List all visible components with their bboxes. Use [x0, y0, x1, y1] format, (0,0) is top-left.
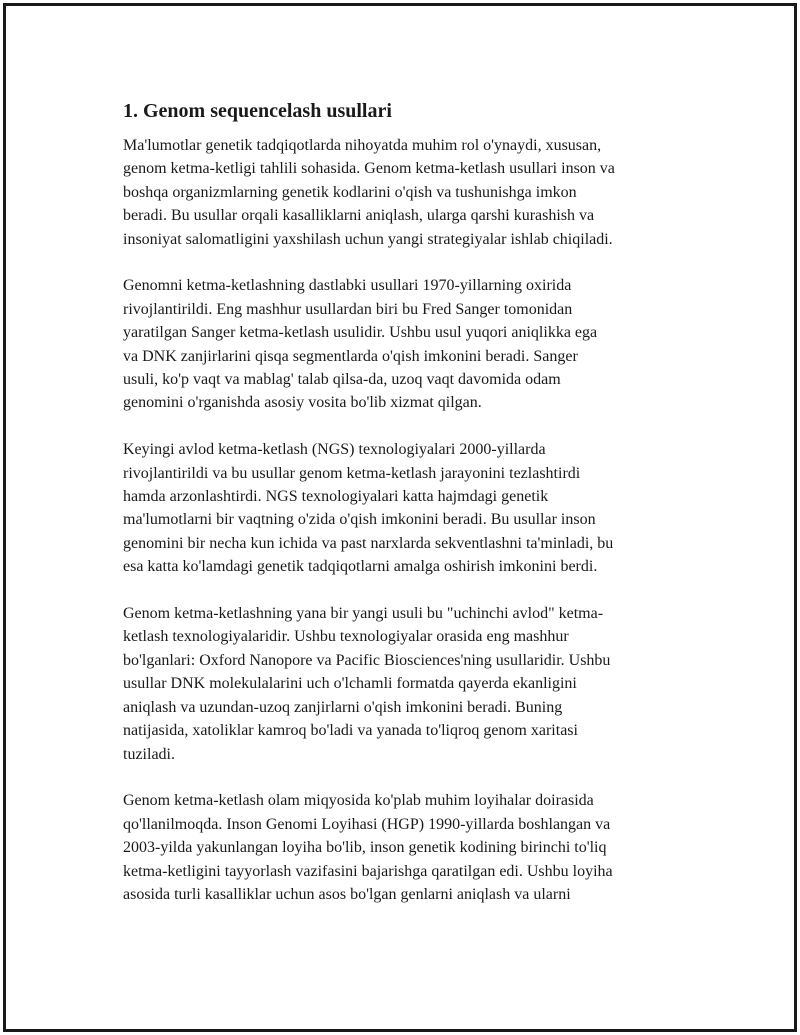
- text-line: genom ketma-ketligi tahlili sohasida. Genom ketma-ketlash usullari inson va: [123, 160, 615, 178]
- text-line: Keyingi avlod ketma-ketlash (NGS) texnologiyalari 2000-yillarda: [123, 441, 546, 459]
- text-line: bo'lganlari: Oxford Nanopore va Pacific Biosciences'ning usullaridir. Ushbu: [123, 651, 611, 669]
- page-frame: [3, 3, 797, 1032]
- text-line: esa katta ko'lamdagi genetik tadqiqotlarni amalga oshirish imkonini berdi.: [123, 558, 598, 576]
- text-line: yaratilgan Sanger ketma-ketlash usulidir. Ushbu usul yuqori aniqlikka ega: [123, 324, 598, 342]
- text-line: beradi. Bu usullar orqali kasalliklarni aniqlash, ularga qarshi kurashish va: [123, 207, 595, 225]
- text-line: rivojlantirildi. Eng mashhur usullardan biri bu Fred Sanger tomonidan: [123, 300, 573, 318]
- section-heading: 1. Genom sequencelash usullari: [123, 100, 392, 122]
- text-line: aniqlash va uzundan-uzoq zanjirlarni o'qish imkonini beradi. Buning: [123, 698, 563, 716]
- text-line: Genom ketma-ketlash olam miqyosida ko'plab muhim loyihalar doirasida: [123, 792, 594, 810]
- paragraph-5: [120, 789, 700, 906]
- text-line: ma'lumotlarni bir vaqtning o'zida o'qish imkonini beradi. Bu usullar inson: [123, 511, 596, 529]
- text-line: va DNK zanjirlarini qisqa segmentlarda o'qish imkonini beradi. Sanger: [123, 347, 578, 365]
- text-line: usullar DNK molekulalarini uch o'lchamli formatda qayerda ekanligini: [123, 675, 577, 693]
- paragraph-2: [120, 274, 700, 414]
- text-line: 2003-yilda yakunlangan loyiha bo'lib, inson genetik kodining birinchi to'liq: [123, 839, 607, 857]
- paragraph-4: [120, 602, 700, 766]
- document-body: [120, 98, 700, 930]
- text-line: usuli, ko'p vaqt va mablag' talab qilsa-da, uzoq vaqt davomida odam: [123, 371, 561, 389]
- text-line: tuziladi.: [123, 745, 175, 763]
- text-line: Genomni ketma-ketlashning dastlabki usullari 1970-yillarning oxirida: [123, 277, 572, 295]
- text-line: asosida turli kasalliklar uchun asos bo'lgan genlarni aniqlash va ularni: [123, 885, 571, 903]
- text-line: insoniyat salomatligini yaxshilash uchun yangi strategiyalar ishlab chiqiladi.: [123, 230, 613, 248]
- text-line: ketma-ketligini tayyorlash vazifasini bajarishga qaratilgan edi. Ushbu loyiha: [123, 862, 613, 880]
- text-line: genomini bir necha kun ichida va past narxlarda sekventlashni ta'minladi, bu: [123, 534, 614, 552]
- text-line: qo'llanilmoqda. Inson Genomi Loyihasi (HGP) 1990-yillarda boshlangan va: [123, 815, 611, 833]
- text-line: hamda arzonlashtirdi. NGS texnologiyalari katta hajmdagi genetik: [123, 488, 549, 506]
- paragraph-1: [120, 134, 700, 251]
- text-line: ketlash texnologiyalaridir. Ushbu texnologiyalar orasida eng mashhur: [123, 628, 569, 646]
- text-line: genomini o'rganishda asosiy vosita bo'lib xizmat qilgan.: [123, 394, 482, 412]
- paragraph-3: [120, 438, 700, 578]
- text-line: Genom ketma-ketlashning yana bir yangi usuli bu "uchinchi avlod" ketma-: [123, 605, 604, 623]
- text-line: Ma'lumotlar genetik tadqiqotlarda nihoyatda muhim rol o'ynaydi, xususan,: [123, 137, 602, 154]
- text-line: natijasida, xatoliklar kamroq bo'ladi va yanada to'liqroq genom xaritasi: [123, 722, 578, 740]
- text-line: rivojlantirildi va bu usullar genom ketma-ketlash jarayonini tezlashtirdi: [123, 464, 581, 482]
- text-line: boshqa organizmlarning genetik kodlarini o'qish va tushunishga imkon: [123, 183, 577, 201]
